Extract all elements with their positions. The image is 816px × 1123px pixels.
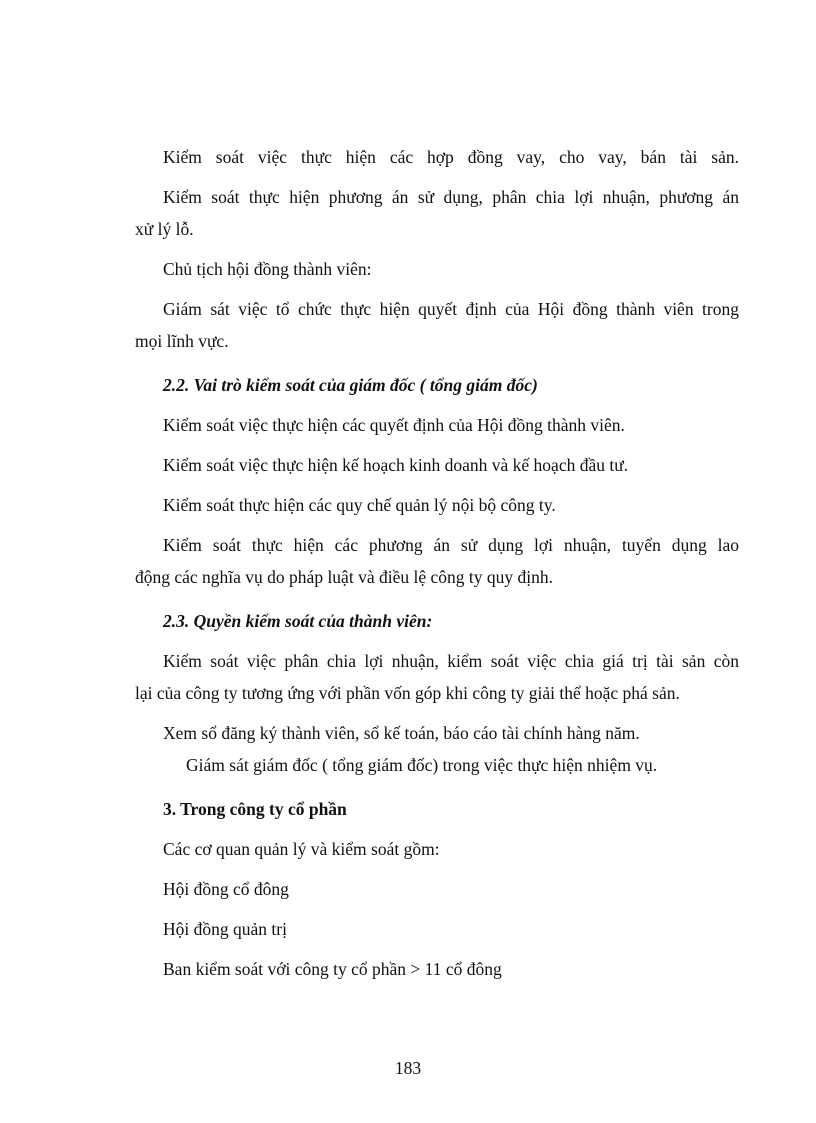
paragraph-line: Kiểm soát thực hiện các phương án sử dụng lợi nhuận, tuyển dụng lao bbox=[163, 535, 739, 555]
paragraph-member-profit-control bbox=[135, 645, 739, 709]
page-body bbox=[135, 141, 739, 985]
paragraph-profit-usage-control bbox=[135, 529, 739, 593]
paragraph-line: Giám sát việc tổ chức thực hiện quyết định của Hội đồng thành viên trong bbox=[163, 299, 739, 319]
paragraph-decisions-control: Kiểm soát việc thực hiện các quyết định của Hội đồng thành viên. bbox=[163, 415, 625, 435]
paragraph-chairman: Chủ tịch hội đồng thành viên: bbox=[163, 259, 372, 279]
paragraph-line: mọi lĩnh vực. bbox=[135, 331, 229, 351]
paragraph-member-records: Xem sổ đăng ký thành viên, sổ kế toán, báo cáo tài chính hàng năm. bbox=[163, 723, 640, 743]
paragraph-loan-control: Kiểm soát việc thực hiện các hợp đồng vay, cho vay, bán tài sản. bbox=[163, 147, 739, 167]
paragraph-internal-rules-control: Kiểm soát thực hiện các quy chế quản lý nội bộ công ty. bbox=[163, 495, 556, 515]
paragraph-chairman-supervision bbox=[135, 293, 739, 357]
paragraph-director-supervision: Giám sát giám đốc ( tổng giám đốc) trong việc thực hiện nhiệm vụ. bbox=[186, 755, 658, 775]
list-item-board-of-directors: Hội đồng quản trị bbox=[163, 919, 287, 939]
paragraph-management-bodies: Các cơ quan quản lý và kiểm soát gồm: bbox=[163, 839, 440, 859]
section-heading-2-2: 2.2. Vai trò kiểm soát của giám đốc ( tổng giám đốc) bbox=[163, 375, 538, 395]
paragraph-line: lại của công ty tương ứng với phần vốn góp khi công ty giải thể hoặc phá sản. bbox=[135, 683, 680, 703]
page-number: 183 bbox=[394, 1058, 422, 1078]
section-heading-2-3: 2.3. Quyền kiểm soát của thành viên: bbox=[163, 611, 433, 631]
paragraph-line: động các nghĩa vụ do pháp luật và điều lệ công ty quy định. bbox=[135, 567, 553, 587]
paragraph-line: Kiểm soát thực hiện phương án sử dụng, phân chia lợi nhuận, phương án bbox=[163, 187, 739, 207]
paragraph-line: Kiểm soát việc phân chia lợi nhuận, kiểm soát việc chia giá trị tài sản còn bbox=[163, 651, 739, 671]
paragraph-profit-plan-control bbox=[135, 181, 739, 245]
section-heading-3: 3. Trong công ty cổ phần bbox=[163, 799, 347, 819]
list-item-supervisory-board: Ban kiểm soát với công ty cổ phần > 11 cổ đông bbox=[163, 959, 502, 979]
list-item-shareholders-council: Hội đồng cổ đông bbox=[163, 879, 289, 899]
paragraph-business-plan-control: Kiểm soát việc thực hiện kế hoạch kinh doanh và kế hoạch đầu tư. bbox=[163, 455, 629, 475]
paragraph-line: xử lý lỗ. bbox=[135, 219, 194, 239]
